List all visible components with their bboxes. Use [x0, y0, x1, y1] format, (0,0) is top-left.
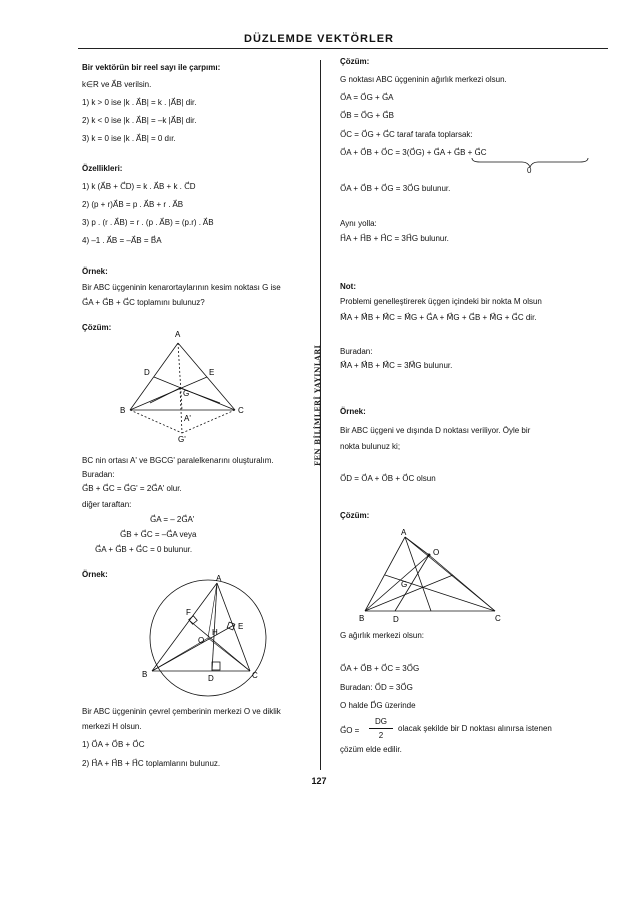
label-F: F [186, 608, 191, 617]
solution2-line: O⃗A + O⃗B + O⃗C = 3O⃗G [340, 664, 420, 673]
example2-line: 2) H⃗A + H⃗B + H⃗C toplamlarını bulunuz. [82, 759, 221, 768]
given-line: k∈R ve A⃗B verilsin. [82, 80, 152, 89]
rule-line: 3) k = 0 ise |k . A⃗B| = 0 dır. [82, 134, 176, 143]
property-line: 3) p . (r . A⃗B) = r . (p . A⃗B) = (p.r) . A⃗B [82, 218, 214, 227]
heading-scalar-multiplication: Bir vektörün bir reel sayı ile çarpımı: [82, 63, 221, 72]
property-line: 1) k (A⃗B + C⃗D) = k . A⃗B + k . C⃗D [82, 182, 196, 191]
fraction-rest: olacak şekilde bir D noktası alınırsa istenen [398, 724, 552, 733]
buradan-heading: Buradan: [340, 347, 373, 356]
solution1-heading: Çözüm: [82, 323, 112, 332]
example2-line: merkezi H olsun. [82, 722, 142, 731]
label-O: O [198, 636, 205, 645]
solution2-heading: Çözüm: [340, 511, 370, 520]
rule-line: 1) k > 0 ise |k . A⃗B| = k . |A⃗B| dir. [82, 98, 197, 107]
solution1-line: G⃗B + G⃗C = G⃗G' = 2G⃗A' olur. [82, 484, 182, 493]
label-G-prime: G' [178, 435, 186, 444]
fraction-bar [369, 728, 393, 729]
triangle-medians-figure [110, 325, 260, 445]
solution-line: O⃗B = O⃗G + G⃗B [340, 111, 394, 120]
example3-line: nokta bulunuz ki; [340, 442, 401, 451]
solution2-line: Buradan: O⃗D = 3O⃗G [340, 683, 413, 692]
solution-heading: Çözüm: [340, 57, 370, 66]
example3-formula: O⃗D = O⃗A + O⃗B + O⃗C olsun [340, 474, 436, 483]
final-line: çözüm elde edilir. [340, 745, 402, 754]
heading-properties: Özellikleri: [82, 164, 123, 173]
solution-line: O⃗C = O⃗G + G⃗C taraf tarafa toplarsak: [340, 130, 473, 139]
solution2-line: O halde D⃗G üzerinde [340, 701, 416, 710]
example1-heading: Örnek: [82, 267, 108, 276]
label-C: C [238, 406, 244, 415]
page-title: DÜZLEMDE VEKTÖRLER [244, 33, 394, 45]
label-B: B [142, 670, 148, 679]
solution-line: G noktası ABC üçgeninin ağırlık merkezi olsun. [340, 75, 507, 84]
publisher-side-text: FEN BİLİMLERİ YAYINLARI [313, 344, 322, 466]
solution1-line: BC nin ortası A' ve BGCG' paralelkenarını oluşturalım. [82, 456, 274, 465]
fraction-numerator: DG [375, 717, 387, 726]
circumcircle-figure [130, 575, 280, 700]
solution-line: O⃗A + O⃗B + O⃗C = 3(O⃗G) + G⃗A + G⃗B + G⃗C [340, 148, 487, 157]
solution1-line: diğer taraftan: [82, 500, 132, 509]
example1-text: G⃗A + G⃗B + G⃗C toplamını bulunuz? [82, 298, 205, 307]
solution1-line: G⃗A + G⃗B + G⃗C = 0 bulunur. [95, 545, 193, 554]
label-D: D [208, 674, 214, 683]
fraction-denominator: 2 [378, 731, 384, 740]
label-C: C [252, 671, 258, 680]
title-rule [78, 48, 608, 49]
solution-line: O⃗A = O⃗G + G⃗A [340, 93, 394, 102]
label-C: C [495, 614, 501, 623]
property-line: 2) (p + r)A⃗B = p . A⃗B + r . A⃗B [82, 200, 184, 209]
label-H: H [212, 628, 218, 637]
page-number: 127 [311, 776, 327, 786]
also-heading: Aynı yolla: [340, 219, 377, 228]
label-G: G [183, 389, 190, 398]
label-E: E [209, 368, 215, 377]
rule-line: 2) k < 0 ise |k . A⃗B| = –k |A⃗B| dir. [82, 116, 197, 125]
example2-line: 1) O⃗A + O⃗B + O⃗C [82, 740, 145, 749]
solution1-line: G⃗A = – 2G⃗A' [150, 515, 195, 524]
label-A: A [175, 330, 181, 339]
note-line: M⃗A + M⃗B + M⃗C = M⃗G + G⃗A + M⃗G + G⃗B + M⃗G + G⃗C dir. [340, 313, 537, 322]
label-D: D [144, 368, 150, 377]
example2-line: Bir ABC üçgeninin çevrel çemberinin merkezi O ve diklik [82, 707, 281, 716]
triangle-point-figure [345, 525, 525, 625]
result-line: O⃗A + O⃗B + O⃗G = 3O⃗G bulunur. [340, 184, 451, 193]
note-heading: Not: [340, 282, 356, 291]
label-G: G [401, 580, 408, 589]
buradan-line: M⃗A + M⃗B + M⃗C = 3M⃗G bulunur. [340, 361, 453, 370]
label-O: O [433, 548, 440, 557]
example2-heading: Örnek: [82, 570, 108, 579]
label-B: B [120, 406, 126, 415]
label-D: D [393, 615, 399, 624]
example3-heading: Örnek: [340, 407, 366, 416]
solution1-line: Buradan: [82, 470, 115, 479]
label-E: E [238, 622, 244, 631]
label-A: A [216, 575, 222, 583]
example1-text: Bir ABC üçgeninin kenarortaylarının kesim noktası G ise [82, 283, 281, 292]
label-B: B [359, 614, 365, 623]
solution2-line: G ağırlık merkezi olsun: [340, 631, 425, 640]
example3-line: Bir ABC üçgeni ve dışında D noktası veriliyor. Öyle bir [340, 426, 531, 435]
property-line: 4) –1 . A⃗B = –A⃗B = B⃗A [82, 236, 162, 245]
zero-label: 0 [527, 166, 532, 175]
label-A: A [401, 528, 407, 537]
label-A-prime: A' [184, 414, 191, 423]
also-line: H⃗A + H⃗B + H⃗C = 3H⃗G bulunur. [340, 234, 449, 243]
fraction-lhs: G⃗O = [340, 726, 360, 735]
note-line: Problemi genelleştirerek üçgen içindeki bir nokta M olsun [340, 297, 542, 306]
solution1-line: G⃗B + G⃗C = –G⃗A veya [120, 530, 197, 539]
